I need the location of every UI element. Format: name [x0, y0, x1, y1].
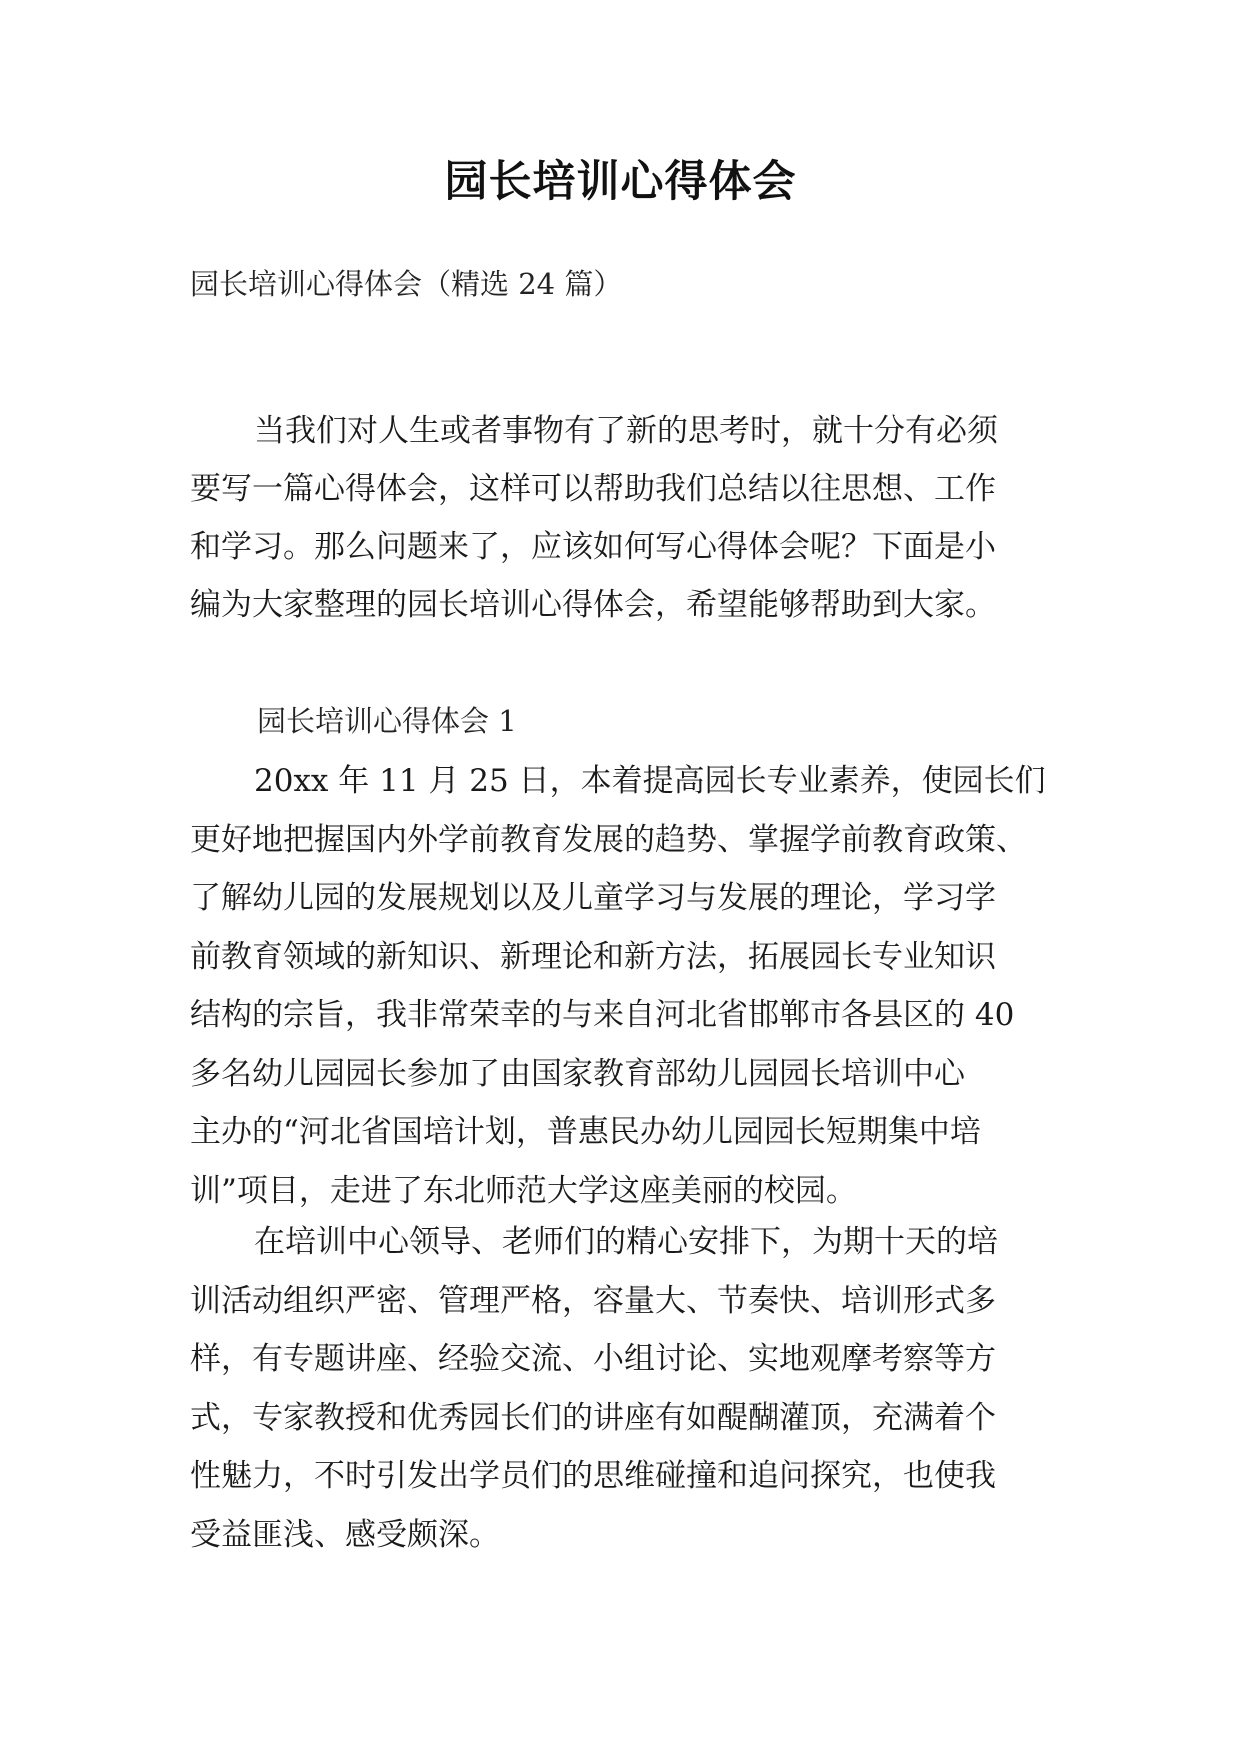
- paragraph-line: 了解幼儿园的发展规划以及儿童学习与发展的理论，学习学: [190, 880, 996, 916]
- intro-line: 和学习。那么问题来了，应该如何写心得体会呢？下面是小: [190, 529, 996, 565]
- document-subtitle: 园长培训心得体会（精选 24 篇）: [190, 267, 623, 301]
- paragraph-line: 性魅力，不时引发出学员们的思维碰撞和追问探究，也使我: [190, 1458, 996, 1494]
- intro-line: 编为大家整理的园长培训心得体会，希望能够帮助到大家。: [190, 587, 996, 623]
- intro-line: 当我们对人生或者事物有了新的思考时，就十分有必须: [254, 413, 998, 449]
- paragraph-line: 20xx 年 11 月 25 日，本着提高园长专业素养，使园长们: [254, 763, 1046, 799]
- intro-line: 要写一篇心得体会，这样可以帮助我们总结以往思想、工作: [190, 471, 996, 507]
- paragraph-line: 训”项目，走进了东北师范大学这座美丽的校园。: [190, 1172, 857, 1209]
- paragraph-line: 更好地把握国内外学前教育发展的趋势、掌握学前教育政策、: [190, 821, 1027, 858]
- body-paragraph-1: [190, 752, 1050, 1220]
- paragraph-line: 多名幼儿园园长参加了由国家教育部幼儿园园长培训中心: [190, 1055, 965, 1092]
- section-heading: 园长培训心得体会 1: [257, 704, 517, 738]
- paragraph-line: 训活动组织严密、管理严格，容量大、节奏快、培训形式多: [190, 1282, 996, 1319]
- paragraph-line: 主办的“河北省国培计划，普惠民办幼儿园园长短期集中培: [190, 1114, 981, 1150]
- document-title: 园长培训心得体会: [444, 157, 797, 207]
- paragraph-line: 式，专家教授和优秀园长们的讲座有如醍醐灌顶，充满着个: [190, 1399, 996, 1436]
- paragraph-line: 前教育领域的新知识、新理论和新方法，拓展园长专业知识: [190, 938, 996, 975]
- paragraph-line: 结构的宗旨，我非常荣幸的与来自河北省邯郸市各县区的 40: [190, 997, 1015, 1033]
- paragraph-line: 受益匪浅、感受颇深。: [190, 1516, 500, 1553]
- paragraph-line: 样，有专题讲座、经验交流、小组讨论、实地观摩考察等方: [190, 1341, 996, 1377]
- intro-paragraph: [190, 402, 1050, 634]
- paragraph-line: 在培训中心领导、老师们的精心安排下，为期十天的培: [254, 1224, 998, 1260]
- body-paragraph-2: [190, 1213, 1050, 1564]
